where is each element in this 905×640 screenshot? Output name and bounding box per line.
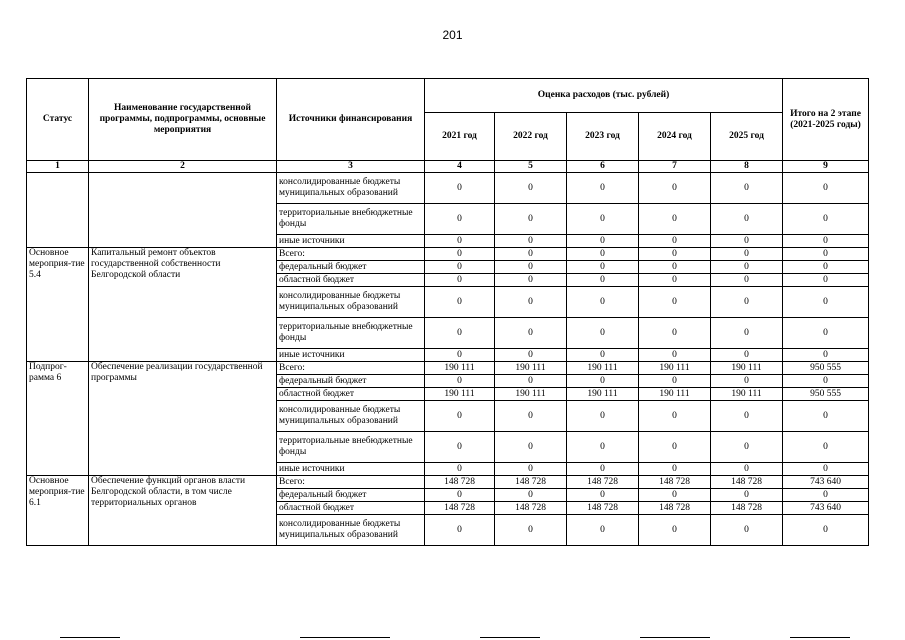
- footer-rule: [640, 637, 710, 638]
- column-index: 1: [27, 161, 89, 173]
- funding-source: иные источники: [277, 235, 425, 248]
- year-value: 0: [567, 515, 639, 546]
- table-row: [27, 248, 869, 261]
- funding-source: федеральный бюджет: [277, 375, 425, 388]
- year-value: 0: [495, 375, 567, 388]
- total-value: 0: [783, 287, 869, 318]
- funding-source: иные источники: [277, 349, 425, 362]
- year-value: 190 111: [495, 388, 567, 401]
- year-value: 0: [567, 248, 639, 261]
- total-value: 743 640: [783, 476, 869, 489]
- year-value: 0: [495, 261, 567, 274]
- funding-source: Всего:: [277, 362, 425, 375]
- year-value: 0: [495, 173, 567, 204]
- year-value: 0: [567, 235, 639, 248]
- year-value: 0: [495, 248, 567, 261]
- funding-source: территориальные внебюджетные фонды: [277, 432, 425, 463]
- year-value: 0: [495, 515, 567, 546]
- year-value: 190 111: [425, 362, 495, 375]
- year-value: 0: [639, 287, 711, 318]
- year-value: 0: [567, 173, 639, 204]
- year-value: 0: [567, 401, 639, 432]
- funding-source: территориальные внебюджетные фонды: [277, 318, 425, 349]
- row-status: Основное мероприя-тие 5.4: [27, 248, 89, 362]
- funding-source: консолидированные бюджеты муниципальных образований: [277, 287, 425, 318]
- funding-source: областной бюджет: [277, 274, 425, 287]
- year-value: 0: [425, 463, 495, 476]
- funding-source: Всего:: [277, 248, 425, 261]
- table-body: [27, 173, 869, 546]
- year-value: 0: [639, 261, 711, 274]
- year-value: 148 728: [711, 476, 783, 489]
- year-value: 0: [711, 204, 783, 235]
- year-value: 0: [639, 318, 711, 349]
- year-value: 0: [495, 274, 567, 287]
- total-value: 0: [783, 489, 869, 502]
- header-status: Статус: [27, 79, 89, 161]
- funding-source: консолидированные бюджеты муниципальных образований: [277, 515, 425, 546]
- year-value: 0: [425, 318, 495, 349]
- footer-rule: [300, 637, 390, 638]
- year-value: 0: [639, 401, 711, 432]
- year-value: 190 111: [639, 362, 711, 375]
- footer-rule: [60, 637, 120, 638]
- year-value: 0: [639, 489, 711, 502]
- year-value: 190 111: [639, 388, 711, 401]
- year-value: 0: [711, 349, 783, 362]
- total-value: 0: [783, 375, 869, 388]
- year-value: 0: [425, 489, 495, 502]
- year-value: 0: [495, 401, 567, 432]
- footer-rule: [480, 637, 540, 638]
- year-value: 0: [639, 515, 711, 546]
- year-value: 0: [567, 432, 639, 463]
- year-value: 0: [639, 274, 711, 287]
- year-value: 0: [425, 235, 495, 248]
- year-value: 0: [639, 204, 711, 235]
- year-value: 0: [567, 318, 639, 349]
- total-value: 0: [783, 235, 869, 248]
- year-value: 0: [639, 349, 711, 362]
- year-value: 0: [425, 287, 495, 318]
- year-value: 148 728: [639, 502, 711, 515]
- year-value: 0: [425, 401, 495, 432]
- table-row: [27, 362, 869, 375]
- year-value: 190 111: [495, 362, 567, 375]
- funding-source: консолидированные бюджеты муниципальных образований: [277, 173, 425, 204]
- column-index: 6: [567, 161, 639, 173]
- total-value: 0: [783, 318, 869, 349]
- row-name: Обеспечение функций органов власти Белгородской области, в том числе территориальных органов: [89, 476, 277, 546]
- funding-source: территориальные внебюджетные фонды: [277, 204, 425, 235]
- year-value: 190 111: [567, 388, 639, 401]
- year-value: 148 728: [425, 502, 495, 515]
- year-value: 0: [425, 261, 495, 274]
- row-name: Капитальный ремонт объектов государственной собственности Белгородской области: [89, 248, 277, 362]
- year-value: 0: [711, 287, 783, 318]
- row-status: [27, 173, 89, 248]
- year-value: 0: [567, 489, 639, 502]
- column-index: 9: [783, 161, 869, 173]
- column-index: 2: [89, 161, 277, 173]
- column-index: 3: [277, 161, 425, 173]
- header-year: 2021 год: [425, 113, 495, 161]
- year-value: 148 728: [425, 476, 495, 489]
- year-value: 0: [567, 375, 639, 388]
- year-value: 0: [425, 204, 495, 235]
- year-value: 0: [711, 489, 783, 502]
- header-year: 2025 год: [711, 113, 783, 161]
- year-value: 190 111: [711, 388, 783, 401]
- year-value: 0: [425, 173, 495, 204]
- year-value: 0: [711, 432, 783, 463]
- page-number: 201: [442, 28, 463, 42]
- table-row: [27, 476, 869, 489]
- year-value: 0: [425, 515, 495, 546]
- header-sources: Источники финансирования: [277, 79, 425, 161]
- year-value: 0: [495, 204, 567, 235]
- total-value: 0: [783, 432, 869, 463]
- year-value: 0: [425, 248, 495, 261]
- table-row: [27, 173, 869, 204]
- year-value: 148 728: [639, 476, 711, 489]
- year-value: 148 728: [495, 476, 567, 489]
- year-value: 0: [495, 489, 567, 502]
- total-value: 950 555: [783, 362, 869, 375]
- year-value: 0: [567, 261, 639, 274]
- funding-source: иные источники: [277, 463, 425, 476]
- total-value: 0: [783, 515, 869, 546]
- funding-source: федеральный бюджет: [277, 489, 425, 502]
- row-name: Обеспечение реализации государственной программы: [89, 362, 277, 476]
- column-index: 8: [711, 161, 783, 173]
- header-total: Итого на 2 этапе (2021-2025 годы): [783, 79, 869, 161]
- year-value: 0: [711, 235, 783, 248]
- year-value: 0: [711, 318, 783, 349]
- year-value: 190 111: [567, 362, 639, 375]
- row-status: Подпрог-рамма 6: [27, 362, 89, 476]
- funding-source: областной бюджет: [277, 502, 425, 515]
- funding-source: областной бюджет: [277, 388, 425, 401]
- year-value: 0: [567, 204, 639, 235]
- total-value: 950 555: [783, 388, 869, 401]
- budget-table: [26, 78, 869, 546]
- total-value: 0: [783, 261, 869, 274]
- column-index: 4: [425, 161, 495, 173]
- year-value: 0: [711, 515, 783, 546]
- year-value: 0: [567, 349, 639, 362]
- year-value: 0: [495, 463, 567, 476]
- year-value: 0: [425, 274, 495, 287]
- year-value: 0: [711, 274, 783, 287]
- year-value: 0: [567, 463, 639, 476]
- header-name: Наименование государственной программы, подпрограммы, основные мероприятия: [89, 79, 277, 161]
- column-index: 5: [495, 161, 567, 173]
- year-value: 190 111: [711, 362, 783, 375]
- header-year: 2023 год: [567, 113, 639, 161]
- year-value: 0: [495, 287, 567, 318]
- total-value: 0: [783, 274, 869, 287]
- header-year: 2022 год: [495, 113, 567, 161]
- total-value: 0: [783, 248, 869, 261]
- year-value: 0: [639, 248, 711, 261]
- year-value: 0: [639, 375, 711, 388]
- footer-rule: [790, 637, 850, 638]
- row-name: [89, 173, 277, 248]
- total-value: 0: [783, 173, 869, 204]
- year-value: 0: [711, 463, 783, 476]
- year-value: 0: [495, 349, 567, 362]
- total-value: 0: [783, 204, 869, 235]
- funding-source: федеральный бюджет: [277, 261, 425, 274]
- total-value: 0: [783, 401, 869, 432]
- total-value: 0: [783, 349, 869, 362]
- year-value: 190 111: [425, 388, 495, 401]
- header-year: 2024 год: [639, 113, 711, 161]
- year-value: 148 728: [567, 502, 639, 515]
- column-index: 7: [639, 161, 711, 173]
- total-value: 0: [783, 463, 869, 476]
- year-value: 148 728: [495, 502, 567, 515]
- year-value: 0: [495, 318, 567, 349]
- year-value: 148 728: [567, 476, 639, 489]
- funding-source: Всего:: [277, 476, 425, 489]
- year-value: 0: [711, 261, 783, 274]
- funding-source: консолидированные бюджеты муниципальных образований: [277, 401, 425, 432]
- year-value: 0: [711, 401, 783, 432]
- year-value: 0: [639, 173, 711, 204]
- year-value: 0: [639, 235, 711, 248]
- row-status: Основное мероприя-тие 6.1: [27, 476, 89, 546]
- year-value: 0: [567, 287, 639, 318]
- year-value: 0: [425, 375, 495, 388]
- year-value: 0: [711, 375, 783, 388]
- year-value: 0: [567, 274, 639, 287]
- year-value: 0: [425, 349, 495, 362]
- year-value: 0: [711, 173, 783, 204]
- header-estimate: Оценка расходов (тыс. рублей): [425, 79, 783, 113]
- total-value: 743 640: [783, 502, 869, 515]
- year-value: 0: [639, 432, 711, 463]
- year-value: 0: [639, 463, 711, 476]
- year-value: 148 728: [711, 502, 783, 515]
- year-value: 0: [495, 432, 567, 463]
- year-value: 0: [711, 248, 783, 261]
- year-value: 0: [425, 432, 495, 463]
- year-value: 0: [495, 235, 567, 248]
